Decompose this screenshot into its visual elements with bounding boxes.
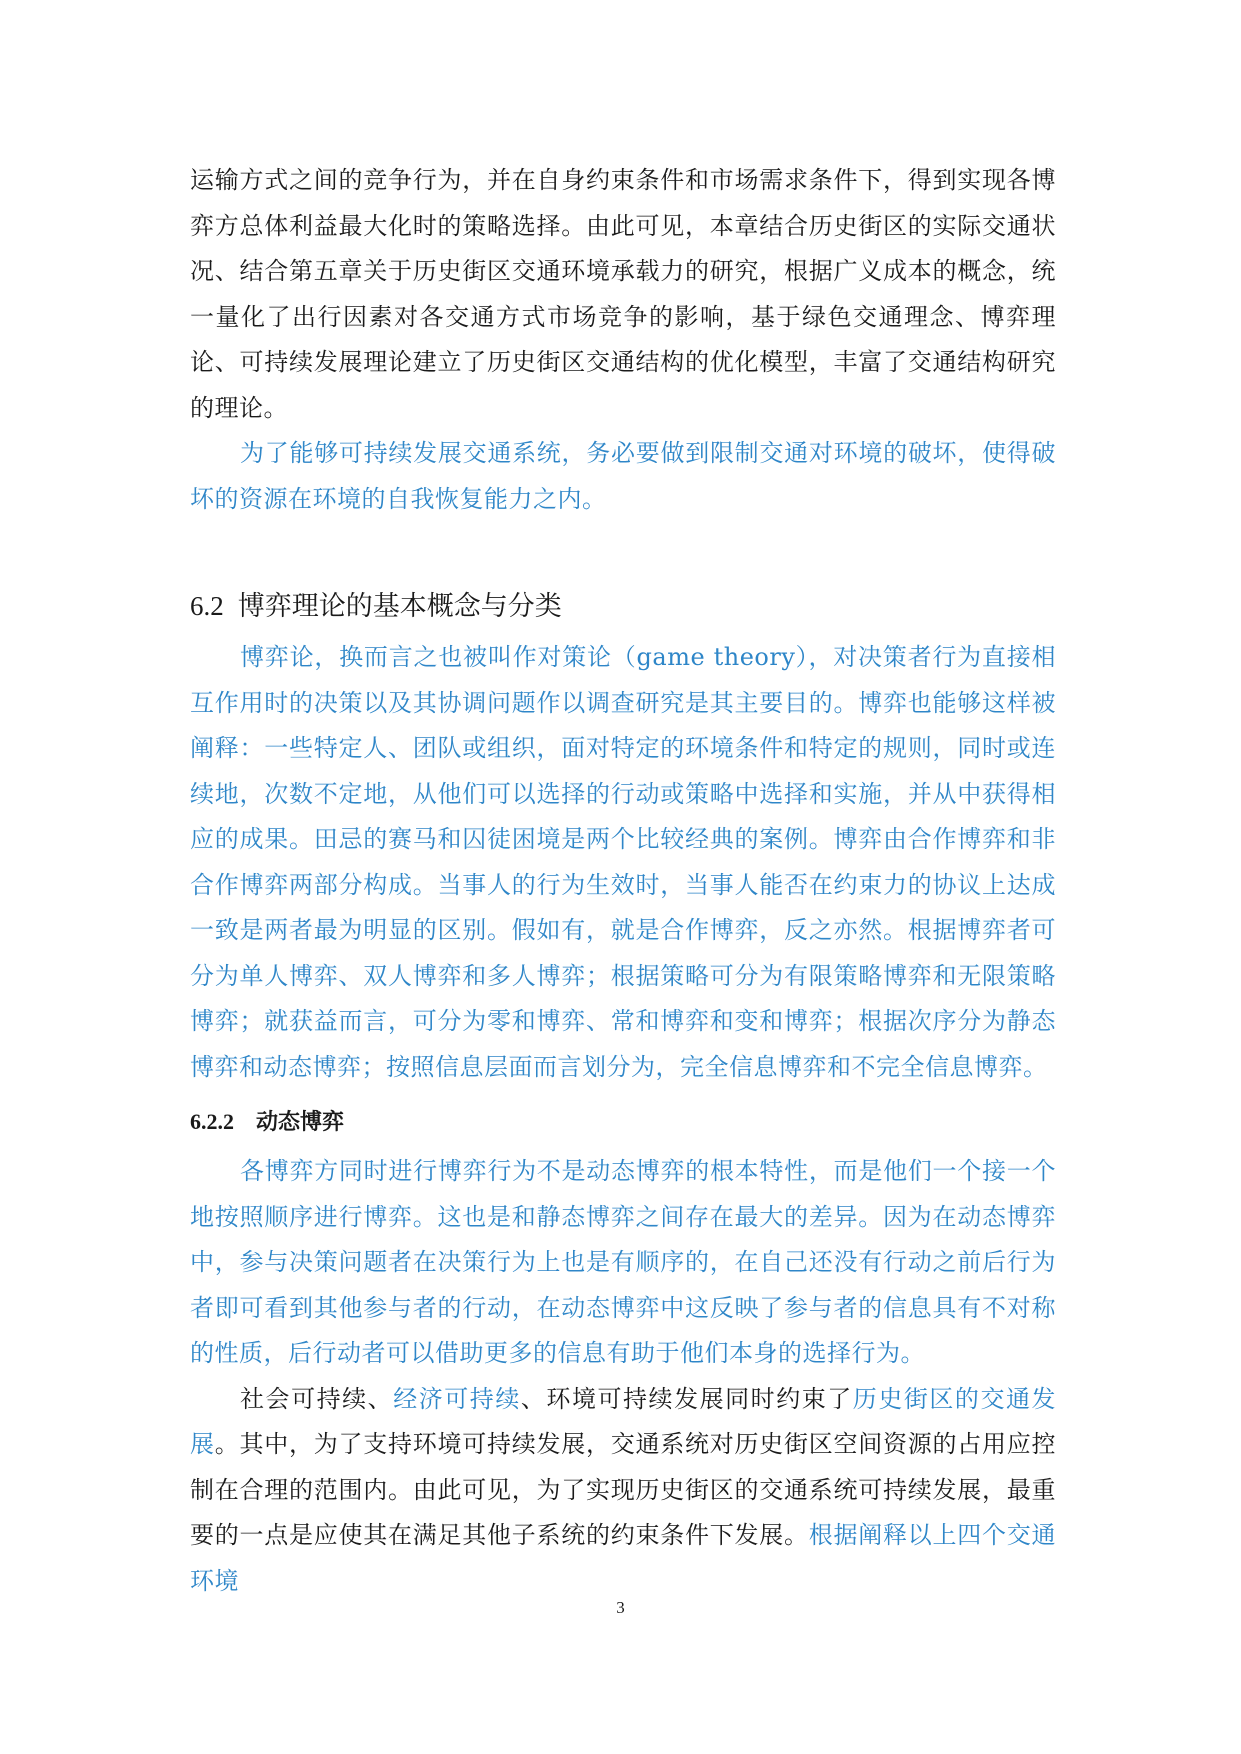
paragraph-dynamic-game: 各博弈方同时进行博弈行为不是动态博弈的根本特性，而是他们一个接一个地按照顺序进行博弈。这也是和静态博弈之间存在最大的差异。因为在动态博弈中，参与决策问题者在决策行为上也是有顺序的，在自己还没有行动之前后行为者即可看到其他参与者的行动，在动态博弈中这反映了参与者的信息具有不对称的性质，后行动者可以借助更多的信息有助于他们本身的选择行为。	[190, 1157, 1056, 1367]
sustainability-text-c: 、环境可持续发展同时约束了	[520, 1384, 853, 1413]
subsection-heading	[190, 1102, 1056, 1143]
sustainability-text-e: 。其中，为了支持环境可持续发展，交通系统对历史街区空间资源的占用应控制在合理的范围内。由此可见，为了实现历史街区的交通系统可持续发展，最重要的一点是应使其在满足其他子系统的约束条件下发展。	[190, 1430, 1056, 1549]
subsection-number: 6.2.2	[190, 1109, 234, 1134]
subsection-title: 动态博弈	[256, 1110, 345, 1135]
sustainability-text-d: 历史街区的交通发展	[190, 1384, 1057, 1458]
sustainability-text-b: 经济可持续	[393, 1384, 521, 1413]
page-content	[190, 158, 1056, 1604]
paragraph-body-2: 为了能够可持续发展交通系统，务必要做到限制交通对环境的破坏，使得破坏的资源在环境的自我恢复能力之内。	[190, 439, 1056, 513]
section-number: 6.2	[190, 591, 224, 621]
section-title: 博弈理论的基本概念与分类	[237, 591, 562, 622]
sustainability-text-a: 社会可持续、	[240, 1384, 394, 1413]
paragraph-body-1: 运输方式之间的竞争行为，并在自身约束条件和市场需求条件下，得到实现各博弈方总体利益最大化时的策略选择。由此可见，本章结合历史街区的实际交通状况、结合第五章关于历史街区交通环境承载力的研究，根据广义成本的概念，统一量化了出行因素对各交通方式市场竞争的影响，基于绿色交通理念、博弈理论、可持续发展理论建立了历史街区交通结构的优化模型，丰富了交通结构研究的理论。	[190, 166, 1056, 422]
page-number: 3	[616, 1598, 625, 1617]
section-heading	[190, 586, 1056, 627]
paragraph-sustainability	[190, 1377, 1056, 1605]
sustainability-text-f: 根据阐释以上四个交通环境	[190, 1521, 1056, 1595]
paragraph-game-theory: 博弈论，换而言之也被叫作对策论（game theory），对决策者行为直接相互作用时的决策以及其协调问题作以调查研究是其主要目的。博弈也能够这样被阐释：一些特定人、团队或组织，面对特定的环境条件和特定的规则，同时或连续地，次数不定地，从他们可以选择的行动或策略中选择和实施，并从中获得相应的成果。田忌的赛马和囚徒困境是两个比较经典的案例。博弈由合作博弈和非合作博弈两部分构成。当事人的行为生效时，当事人能否在约束力的协议上达成一致是两者最为明显的区别。假如有，就是合作博弈，反之亦然。根据博弈者可分为单人博弈、双人博弈和多人博弈；根据策略可分为有限策略博弈和无限策略博弈；就获益而言，可分为零和博弈、常和博弈和变和博弈；根据次序分为静态博弈和动态博弈；按照信息层面而言划分为，完全信息博弈和不完全信息博弈。	[190, 643, 1056, 1081]
